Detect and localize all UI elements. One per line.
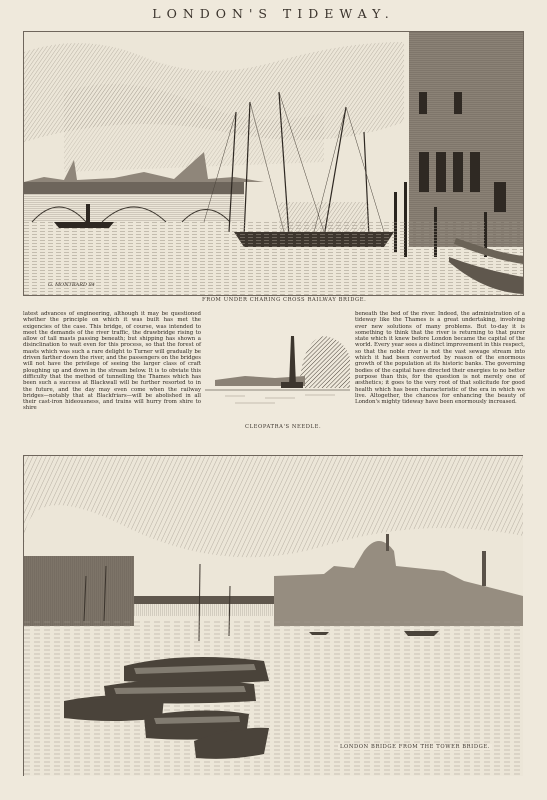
article-left-text: latest advances of engineering, although it may be questioned whether the principle on which it was built has met the exigencies of the case. This bridge, of course, was intended to meet the demands of the river traffic, the drawbridge rising to allow of tall masts passing beneath; but shipping has shown a disinclination to wait even for this process, so that the forest of masts which was such a rare delight to Turner will gradually be driven farther down the river, and the passengers on the bridges will not have the privilege of seeing the larger class of craft ploughing up and down in the stream below. It is to obviate this difficulty that the method of tunnelling the Thames which has been such a success at Blackwall will be further resorted to in the future, and the day may even come when the railway bridges—notably that at Blackfriars—will be abolished in all their cast-iron hideousness, and trains will hurry from shire to shire: [23, 311, 201, 412]
cleopatras-needle-illustration: [205, 318, 350, 418]
page-title: LONDON'S TIDEWAY.: [152, 6, 395, 21]
london-bridge-illustration: [23, 455, 523, 776]
article-right-column: [355, 311, 525, 405]
artist-signature: G. MONTBARD 84: [48, 282, 95, 288]
charing-cross-illustration: [23, 31, 524, 296]
london-bridge-caption: LONDON BRIDGE FROM THE TOWER BRIDGE.: [340, 744, 490, 750]
article-right-text: beneath the bed of the river. Indeed, the administration of a tideway like the Thames is a great undertaking, involving ever new solutions of many problems. But to-day it is something to think that the river is returning to that purer state which it knew before London became the capital of the world. Every year sees a distinct improvement in this respect, so that the noble river is not the vast sewage stream into which it had been converted by reason of the enormous growth of the population at its historic banks. The governing bodies of the capital have directed their energies to no better purpose than this, for the question is not merely one of æsthetics; it goes to the very root of that solicitude for good health which has been characteristic of the era in which we live. Altogether, the chances for enhancing the beauty of London's mighty tideway have been enormously increased.: [355, 311, 525, 406]
charing-cross-caption: FROM UNDER CHARING CROSS RAILWAY BRIDGE.: [202, 297, 367, 303]
cleopatras-needle-caption: CLEOPATRA'S NEEDLE.: [245, 424, 322, 430]
article-left-column: [23, 311, 201, 412]
